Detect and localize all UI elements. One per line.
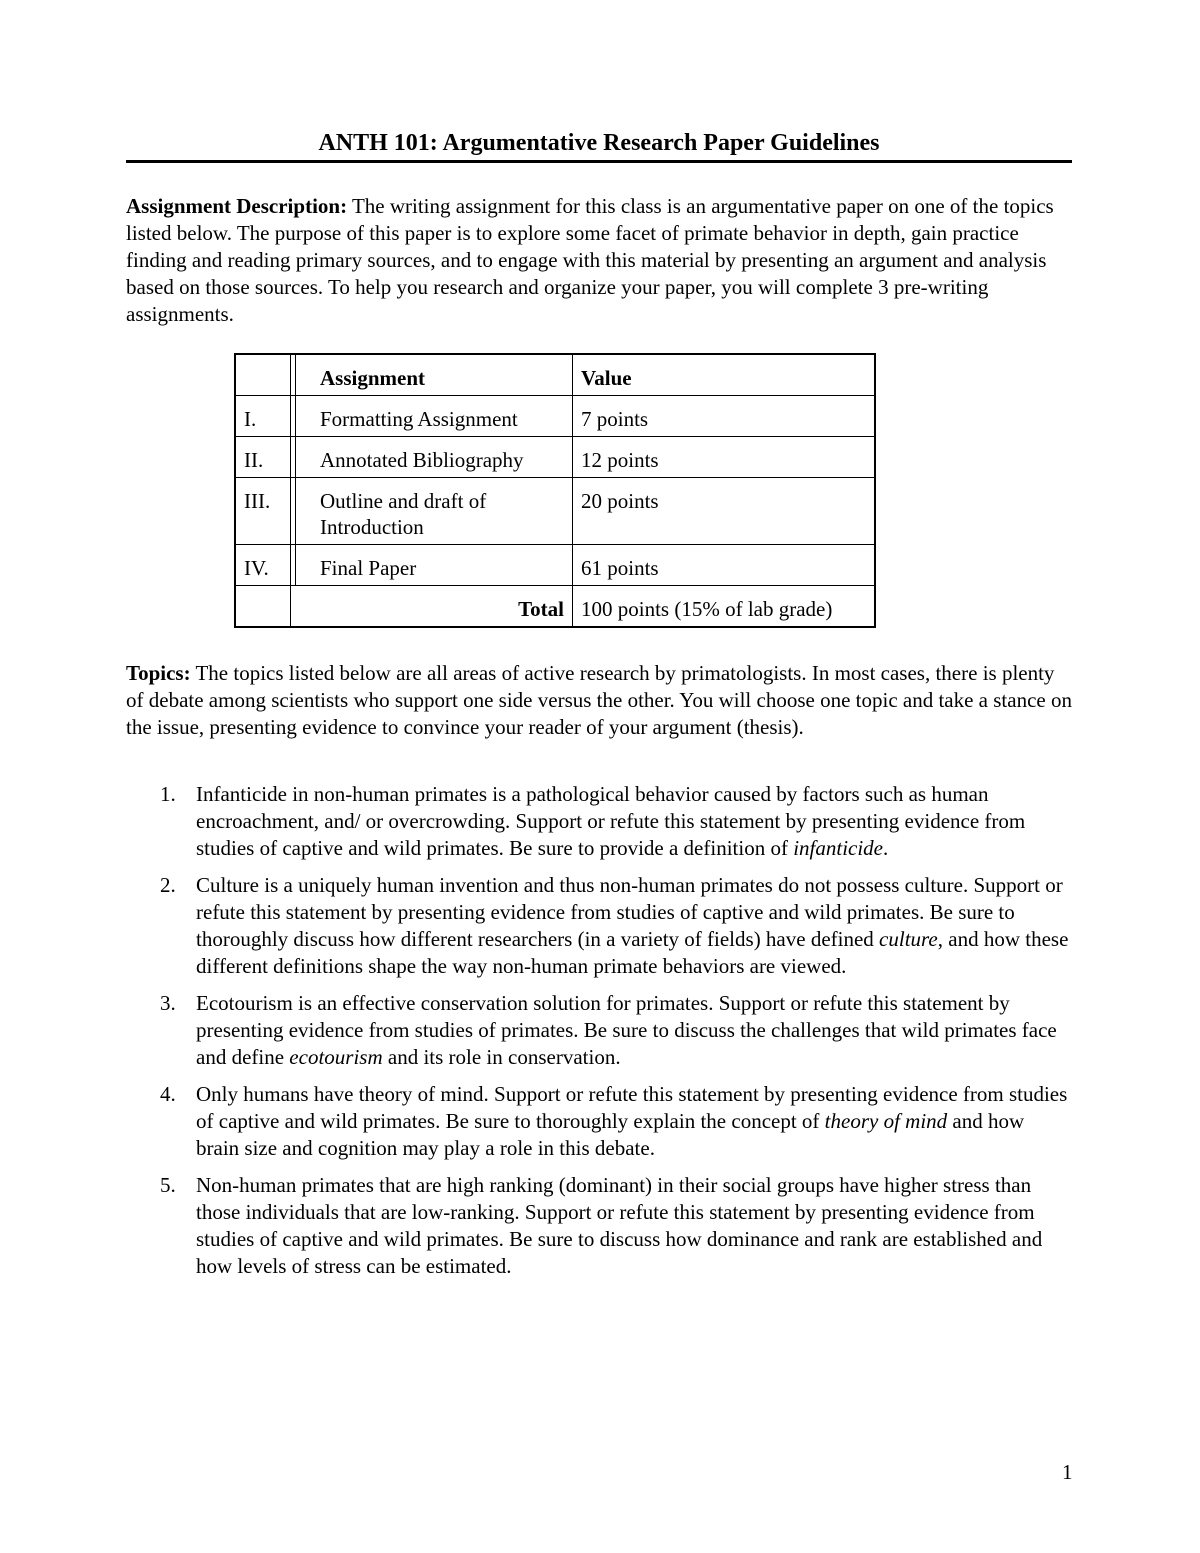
table-row — [235, 545, 875, 586]
item-term: culture — [879, 927, 938, 951]
item-number: 5. — [160, 1173, 176, 1197]
description-text: The writing assignment for this class is an argumentative paper on one of the topics listed below. The purpose of this paper is to explore some facet of primate behavior in depth, gain practice finding and reading primary sources, and to engage with this material by presenting an argument and analysis based on those sources. To help you research and organize your paper, you will complete 3 pre-writing assignments. — [126, 194, 1054, 326]
row-number: II. — [235, 437, 291, 478]
row-value: 20 points — [573, 478, 876, 545]
list-item — [126, 781, 1072, 862]
assignment-table — [234, 353, 876, 628]
list-item — [126, 1172, 1072, 1280]
item-number: 1. — [160, 782, 176, 806]
topics-label: Topics: — [126, 661, 191, 685]
row-number: I. — [235, 396, 291, 437]
item-text: Only humans have theory of mind. Support or refute this statement by presenting evidence from studies of captive and wild primates. Be sure to thoroughly explain the concept of — [196, 1082, 1068, 1133]
table-cell — [235, 586, 291, 628]
table-header-row — [235, 354, 875, 396]
row-number: IV. — [235, 545, 291, 586]
title-divider — [126, 160, 1072, 163]
page-number: 1 — [1062, 1460, 1073, 1484]
table-row — [235, 396, 875, 437]
topics-intro-text: The topics listed below are all areas of active research by primatologists. In most cases, there is plenty of debate among scientists who support one side versus the other. You will choose one topic and take a stance on the issue, presenting evidence to convince your reader of your argument (thesis). — [126, 661, 1072, 739]
table-total-row — [235, 586, 875, 628]
row-assignment: Final Paper — [296, 545, 573, 586]
row-value: 12 points — [573, 437, 876, 478]
row-value: 7 points — [573, 396, 876, 437]
row-assignment: Annotated Bibliography — [296, 437, 573, 478]
list-item — [126, 990, 1072, 1071]
row-value: 61 points — [573, 545, 876, 586]
item-text: Infanticide in non-human primates is a pathological behavior caused by factors such as human encroachment, and/ or overcrowding. Support or refute this statement by presenting evidence from studies of captive and wild primates. Be sure to provide a definition of — [196, 782, 1026, 860]
table-row — [235, 437, 875, 478]
row-assignment: Formatting Assignment — [296, 396, 573, 437]
topics-list — [126, 781, 1072, 1290]
table-cell — [235, 354, 291, 396]
total-label: Total — [291, 586, 573, 628]
item-text: Culture is a uniquely human invention and thus non-human primates do not possess culture. Support or refute this statement by presenting evidence from studies of captive and wild primates. Be sure to thoroughly discuss how different researchers (in a variety of fields) have defined — [196, 873, 1063, 951]
item-number: 3. — [160, 991, 176, 1015]
row-number: III. — [235, 478, 291, 545]
header-value: Value — [573, 354, 876, 396]
topics-intro — [126, 660, 1076, 741]
total-value: 100 points (15% of lab grade) — [573, 586, 876, 628]
item-term: theory of mind — [824, 1109, 948, 1133]
page-title: ANTH 101: Argumentative Research Paper Guidelines — [318, 130, 880, 156]
table-row — [235, 478, 875, 545]
item-text-end: , and how these different definitions shape the way non-human primate behaviors are viewed. — [196, 927, 1069, 978]
row-assignment: Outline and draft of Introduction — [296, 478, 573, 545]
item-text-end: and how brain size and cognition may play a role in this debate. — [196, 1109, 1025, 1160]
item-term: ecotourism — [289, 1045, 383, 1069]
assignment-description — [126, 193, 1076, 328]
header-assignment: Assignment — [296, 354, 573, 396]
item-number: 2. — [160, 873, 176, 897]
item-text-end: and its role in conservation. — [382, 1045, 621, 1069]
item-term: infanticide — [793, 836, 884, 860]
item-number: 4. — [160, 1082, 176, 1106]
description-label: Assignment Description: — [126, 194, 348, 218]
list-item — [126, 1081, 1072, 1162]
item-text-end: . — [883, 836, 889, 860]
item-text: Ecotourism is an effective conservation solution for primates. Support or refute this statement by presenting evidence from studies of primates. Be sure to discuss the challenges that wild primates face and define — [196, 991, 1057, 1069]
item-text: Non-human primates that are high ranking (dominant) in their social groups have higher stress than those individuals that are low-ranking. Support or refute this statement by presenting evidence from studies of captive and wild primates. Be sure to discuss how dominance and rank are established and how levels of stress can be estimated. — [196, 1173, 1043, 1278]
list-item — [126, 872, 1072, 980]
